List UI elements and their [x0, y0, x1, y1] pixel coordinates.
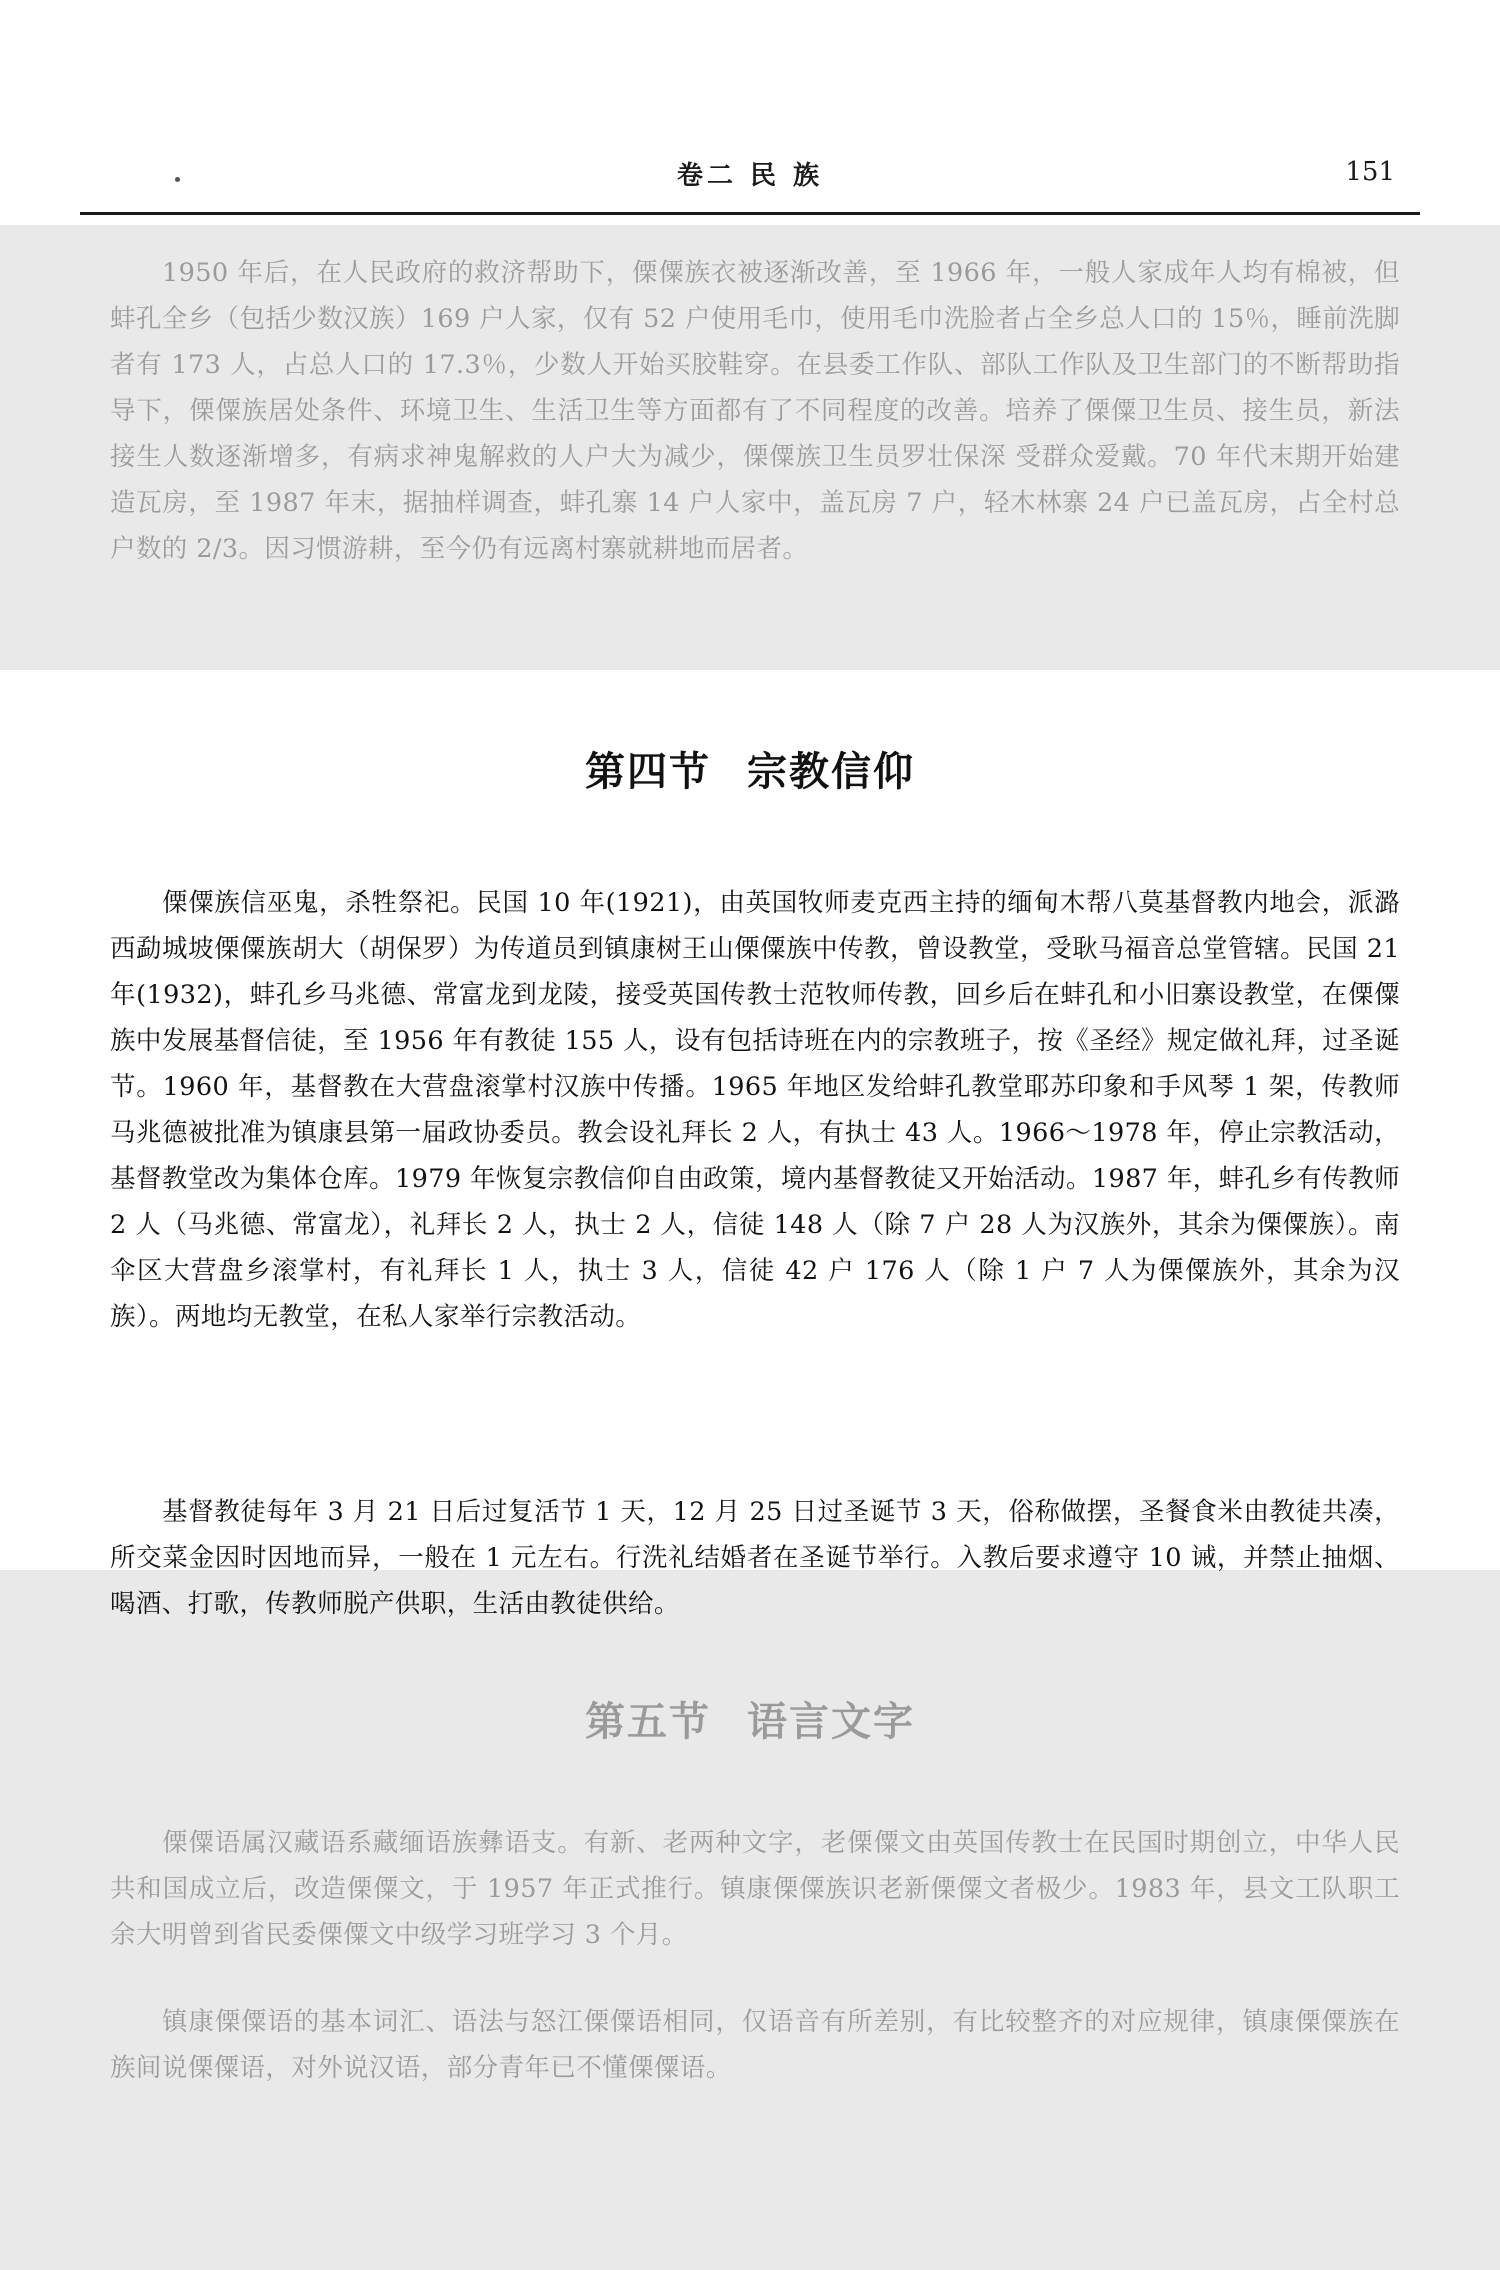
paragraph-religion-2: 基督教徒每年 3 月 21 日后过复活节 1 天，12 月 25 日过圣诞节 3 天，俗称做摆，圣餐食米由教徒共凑，所交菜金因时因地而异，一般在 1 元左右。行洗礼结婚者在圣诞节举行。入教后要求遵守 10 诫，并禁止抽烟、喝酒、打歌，传教师脱产供职，生活由教徒供给。	[110, 1497, 1400, 1619]
section-four-number: 第四节	[585, 749, 711, 795]
section-heading-five	[0, 1690, 1500, 1747]
paragraph-religion-1-block	[110, 880, 1400, 1340]
section-five-number: 第五节	[585, 1699, 711, 1745]
paragraph-language-1-block	[110, 1820, 1400, 1958]
header-title: 卷二 民 族	[676, 161, 824, 191]
header-rule	[80, 212, 1420, 215]
paragraph-language-2-block	[110, 1999, 1400, 2091]
paragraph-intro-block	[110, 250, 1400, 572]
section-four-title: 宗教信仰	[747, 749, 915, 795]
paragraph-religion-1: 傈僳族信巫鬼，杀牲祭祀。民国 10 年(1921)，由英国牧师麦克西主持的缅甸木帮八莫基督教内地会，派潞西勐城坡傈僳族胡大（胡保罗）为传道员到镇康树王山傈僳族中传教，曾设教堂，受耿马福音总堂管辖。民国 21 年(1932)，蚌孔乡马兆德、常富龙到龙陵，接受英国传教士范牧师传教，回乡后在蚌孔和小旧寨设教堂，在傈僳族中发展基督信徒，至 1956 年有教徒 155 人，设有包括诗班在内的宗教班子，按《圣经》规定做礼拜，过圣诞节。1960 年，基督教在大营盘滚掌村汉族中传播。1965 年地区发给蚌孔教堂耶苏印象和手风琴 1 架，传教师马兆德被批准为镇康县第一届政协委员。教会设礼拜长 2 人，有执士 43 人。1966～1978 年，停止宗教活动，基督教堂改为集体仓库。1979 年恢复宗教信仰自由政策，境内基督教徒又开始活动。1987 年，蚌孔乡有传教师 2 人（马兆德、常富龙），礼拜长 2 人，执士 2 人，信徒 148 人（除 7 户 28 人为汉族外，其余为傈僳族）。南伞区大营盘乡滚掌村，有礼拜长 1 人，执士 3 人，信徒 42 户 176 人（除 1 户 7 人为傈僳族外，其余为汉族）。两地均无教堂，在私人家举行宗教活动。	[110, 888, 1400, 1332]
section-five-title: 语言文字	[747, 1699, 915, 1745]
paragraph-language-2: 镇康傈僳语的基本词汇、语法与怒江傈僳语相同，仅语音有所差别，有比较整齐的对应规律，镇康傈僳族在族间说傈僳语，对外说汉语，部分青年已不懂傈僳语。	[110, 2007, 1400, 2083]
paragraph-language-1: 傈僳语属汉藏语系藏缅语族彝语支。有新、老两种文字，老傈僳文由英国传教士在民国时期创立，中华人民共和国成立后，改造傈僳文，于 1957 年正式推行。镇康傈僳族识老新傈僳文者极少。1983 年，县文工队职工余大明曾到省民委傈僳文中级学习班学习 3 个月。	[110, 1828, 1400, 1950]
page-header	[80, 155, 1420, 215]
paragraph-intro: 1950 年后，在人民政府的救济帮助下，傈僳族衣被逐渐改善，至 1966 年，一般人家成年人均有棉被，但蚌孔全乡（包括少数汉族）169 户人家，仅有 52 户使用毛巾，使用毛巾洗脸者占全乡总人口的 15％，睡前洗脚者有 173 人，占总人口的 17.3％，少数人开始买胶鞋穿。在县委工作队、部队工作队及卫生部门的不断帮助指导下，傈僳族居处条件、环境卫生、生活卫生等方面都有了不同程度的改善。培养了傈僳卫生员、接生员，新法接生人数逐渐增多，有病求神鬼解救的人户大为减少，傈僳族卫生员罗壮保深 受群众爱戴。70 年代末期开始建造瓦房，至 1987 年末，据抽样调查，蚌孔寨 14 户人家中，盖瓦房 7 户，轻木林寨 24 户已盖瓦房，占全村总户数的 2/3。因习惯游耕，至今仍有远离村寨就耕地而居者。	[110, 258, 1400, 564]
section-heading-four	[0, 740, 1500, 797]
page-number: 151	[1345, 157, 1395, 187]
paragraph-religion-2-block	[110, 1489, 1400, 1627]
